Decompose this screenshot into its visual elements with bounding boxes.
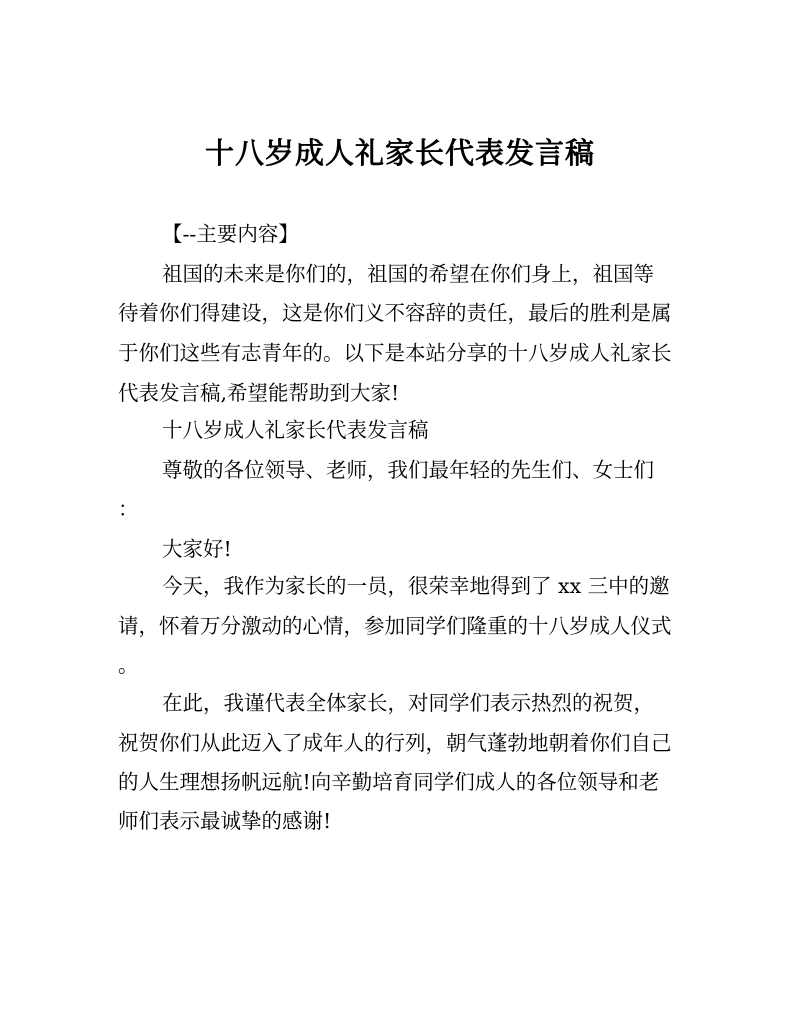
paragraph-line: 大家好! bbox=[162, 537, 232, 561]
paragraph-line: 祝贺你们从此迈入了成年人的行列，朝气蓬勃地朝着你们自己 bbox=[118, 731, 672, 755]
paragraph-line: 的人生理想扬帆远航!向辛勤培育同学们成人的各位领导和老 bbox=[118, 770, 660, 794]
paragraph-line: 今天，我作为家长的一员，很荣幸地得到了 xx 三中的邀 bbox=[162, 574, 670, 598]
paragraph-line: 于你们这些有志青年的。以下是本站分享的十八岁成人礼家长 bbox=[118, 341, 672, 365]
paragraph-line: 师们表示最诚挚的感谢! bbox=[118, 809, 332, 833]
document-title: 十八岁成人礼家长代表发言稿 bbox=[204, 136, 595, 170]
paragraph-line: ： bbox=[118, 497, 139, 521]
section-label: 【--主要内容】 bbox=[162, 222, 299, 246]
paragraph-line: 代表发言稿,希望能帮助到大家! bbox=[118, 381, 400, 405]
paragraph-line: 待着你们得建设，这是你们义不容辞的责任，最后的胜利是属 bbox=[118, 301, 672, 325]
paragraph-line: 祖国的未来是你们的，祖国的希望在你们身上，祖国等 bbox=[162, 262, 654, 286]
paragraph-line: 尊敬的各位领导、老师，我们最年轻的先生们、女士们 bbox=[162, 458, 654, 482]
paragraph-line: 在此，我谨代表全体家长，对同学们表示热烈的祝贺， bbox=[162, 691, 654, 715]
paragraph-line: 请，怀着万分激动的心情，参加同学们隆重的十八岁成人仪式 bbox=[118, 614, 672, 638]
paragraph-line: 。 bbox=[118, 653, 139, 677]
subheading-line: 十八岁成人礼家长代表发言稿 bbox=[162, 418, 429, 442]
